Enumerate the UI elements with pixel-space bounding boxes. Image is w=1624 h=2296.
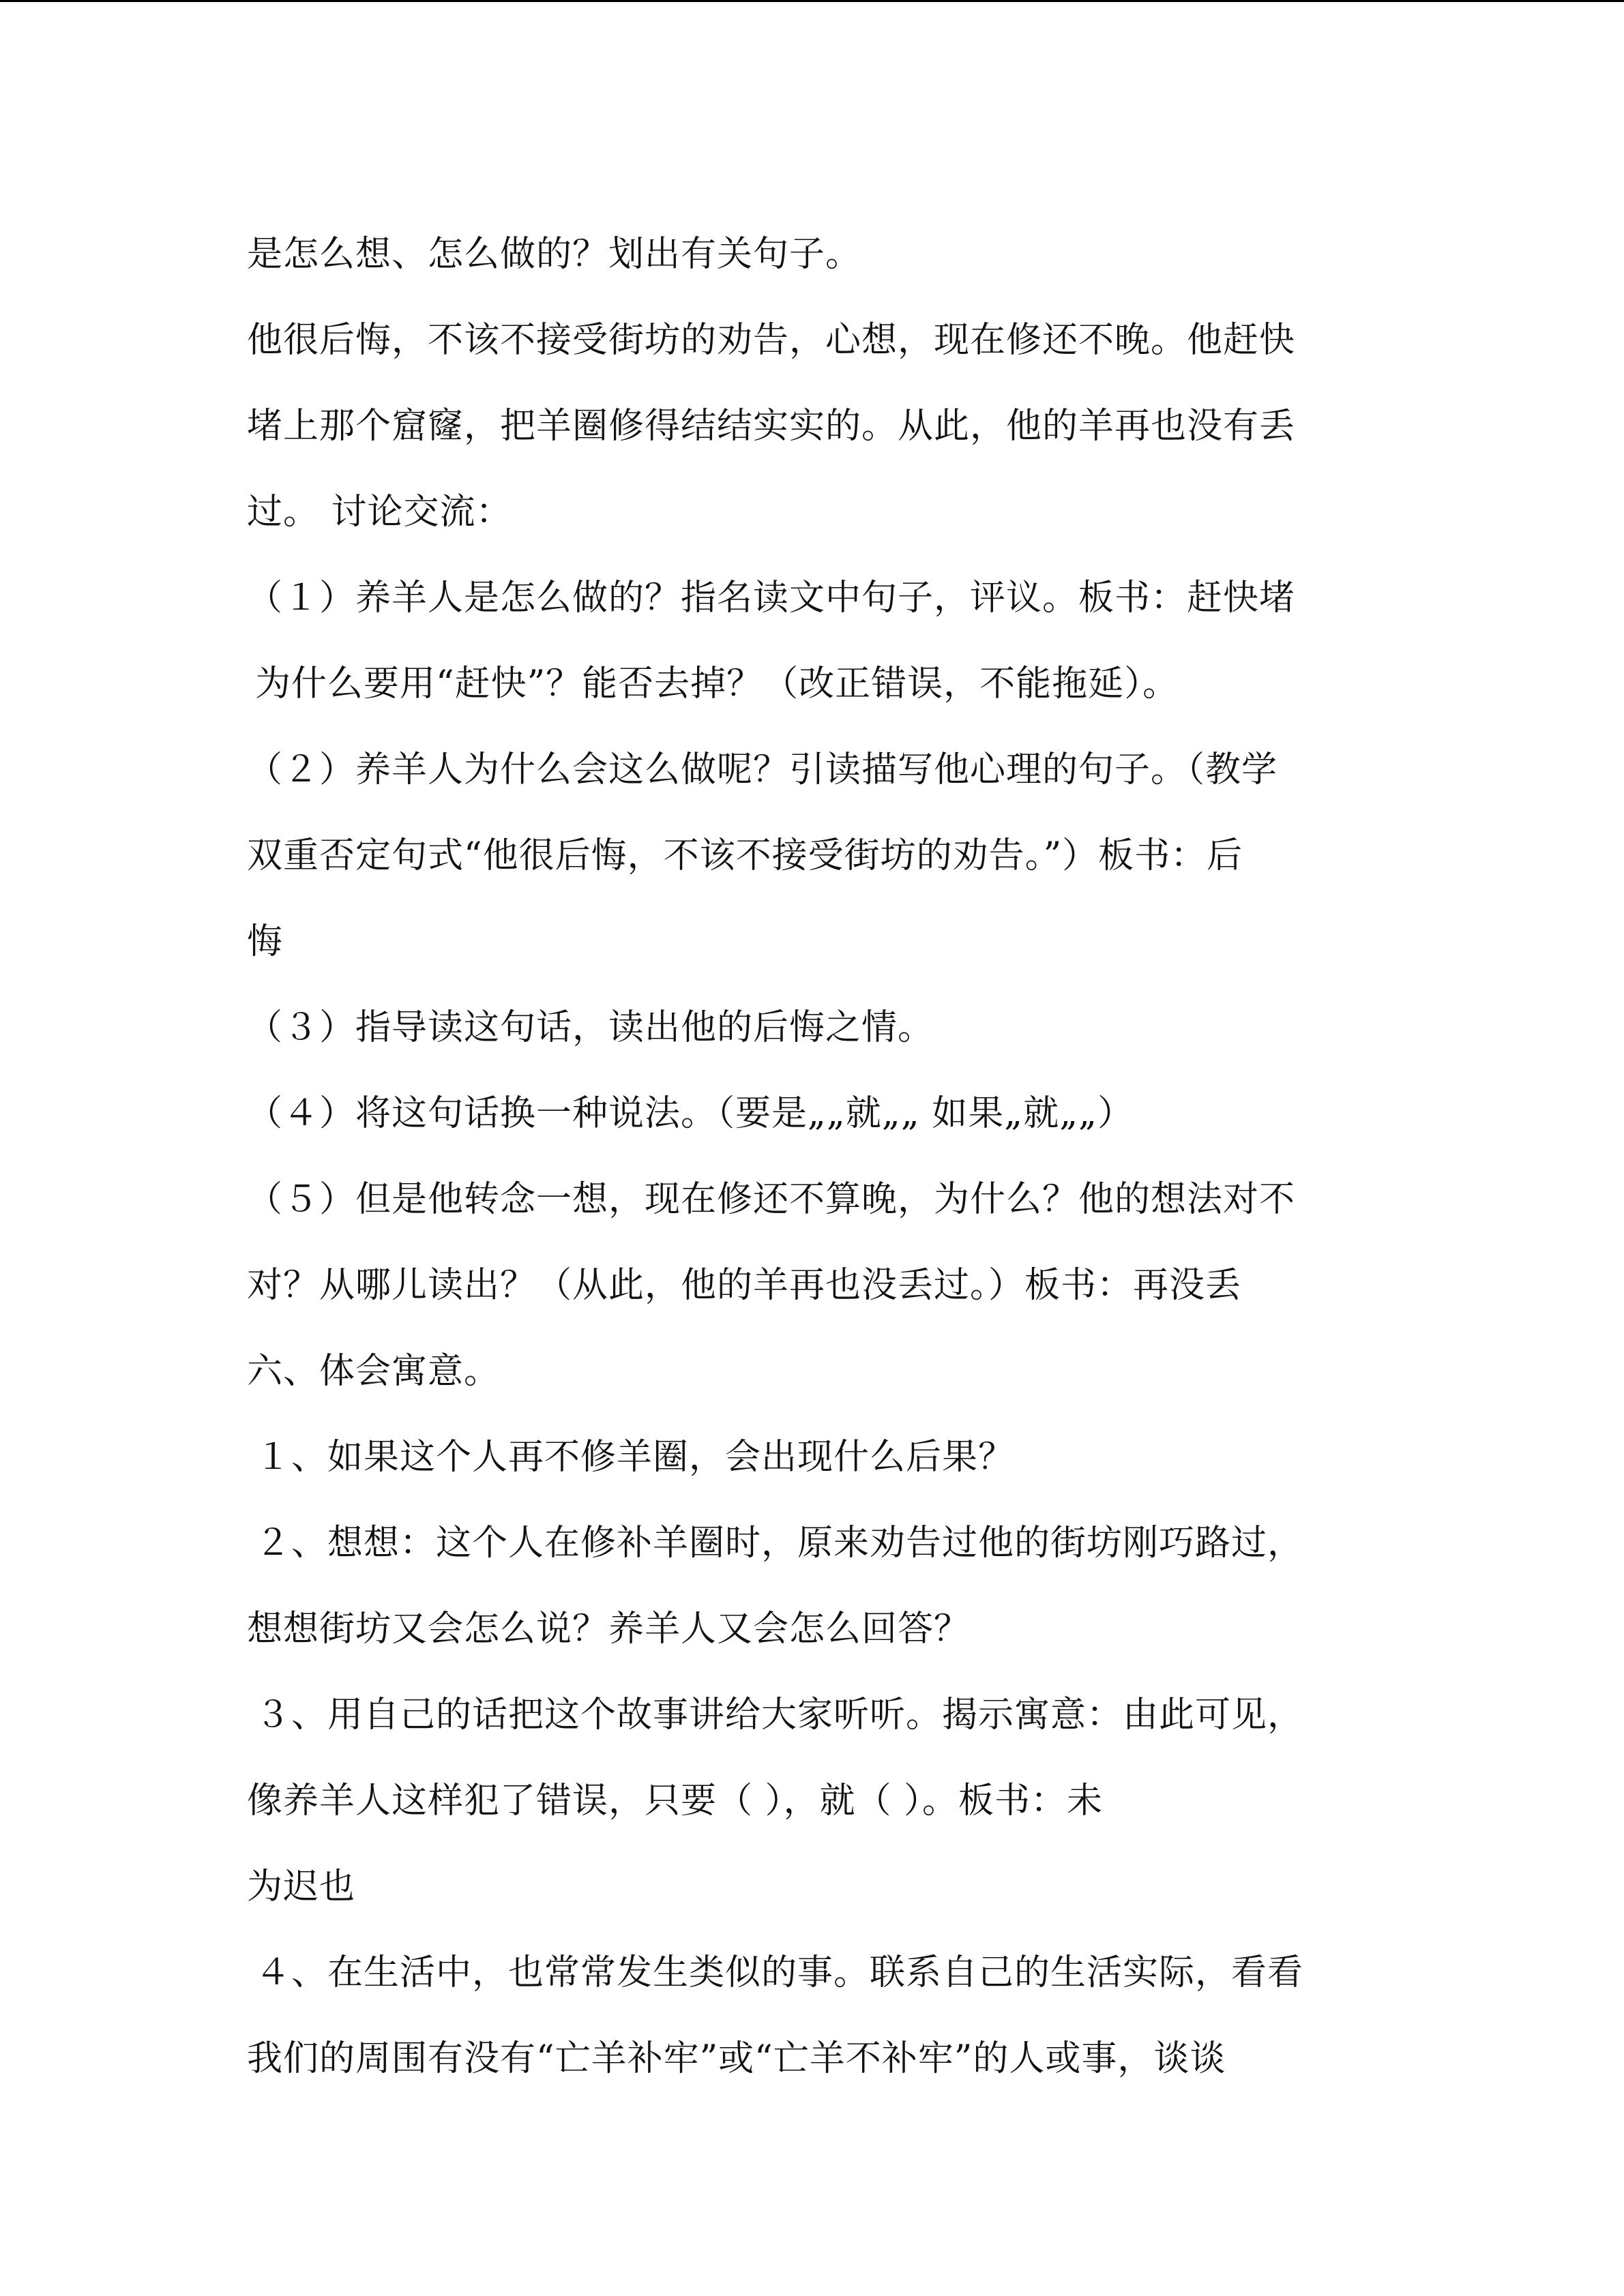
text-line: 过。 讨论交流：: [247, 492, 512, 533]
text-line: 想想街坊又会怎么说？养羊人又会怎么回答？: [247, 1609, 971, 1650]
text-line: １、如果这个人再不修羊圈，会出现什么后果？: [255, 1437, 1015, 1478]
text-line: （５）但是他转念一想，现在修还不算晚，为什么？他的想法对不: [247, 1179, 1296, 1220]
text-line: ３、用自己的话把这个故事讲给大家听听。揭示寓意：由此可见，: [255, 1695, 1304, 1735]
text-line: （３）指导读这句话，读出他的后悔之情。: [247, 1007, 934, 1048]
text-line: 六、体会寓意。: [247, 1351, 501, 1392]
text-line: （４）将这句话换一种说法。（要是„„就„„ 如果„就„„）: [247, 1093, 1134, 1134]
text-line: 为什么要用“赶快”？能否去掉？（改正错误，不能拖延）。: [255, 664, 1179, 704]
document-body: [247, 211, 1365, 2102]
page-top-border: [0, 0, 1624, 2]
text-line: （２）养羊人为什么会这么做呢？引读描写他心理的句子。（教学: [247, 749, 1278, 790]
text-line: 我们的周围有没有“亡羊补牢”或“亡羊不补牢”的人或事，谈谈: [247, 2038, 1226, 2079]
text-line: 对？从哪儿读出？（从此，他的羊再也没丢过。）板书：再没丢: [247, 1265, 1242, 1306]
text-line: 像养羊人这样犯了错误，只要（ ），就（ ）。板书：未: [247, 1780, 1104, 1821]
text-line: ４、在生活中，也常常发生类似的事。联系自己的生活实际，看看: [255, 1952, 1304, 1993]
text-line: 他很后悔，不该不接受街坊的劝告，心想，现在修还不晚。他赶快: [247, 320, 1296, 361]
text-line: 双重否定句式“他很后悔，不该不接受街坊的劝告。”）板书：后: [247, 835, 1243, 876]
text-line: （１）养羊人是怎么做的？指名读文中句子，评议。板书：赶快堵: [247, 578, 1296, 618]
text-line: 悔: [247, 921, 284, 962]
text-line: 是怎么想、怎么做的？划出有关句子。: [247, 234, 862, 275]
text-line: ２、想想：这个人在修补羊圈时，原来劝告过他的街坊刚巧路过，: [255, 1523, 1304, 1564]
text-line: 堵上那个窟窿，把羊圈修得结结实实的。从此，他的羊再也没有丢: [247, 406, 1296, 447]
text-line: 为迟也: [247, 1866, 356, 1907]
